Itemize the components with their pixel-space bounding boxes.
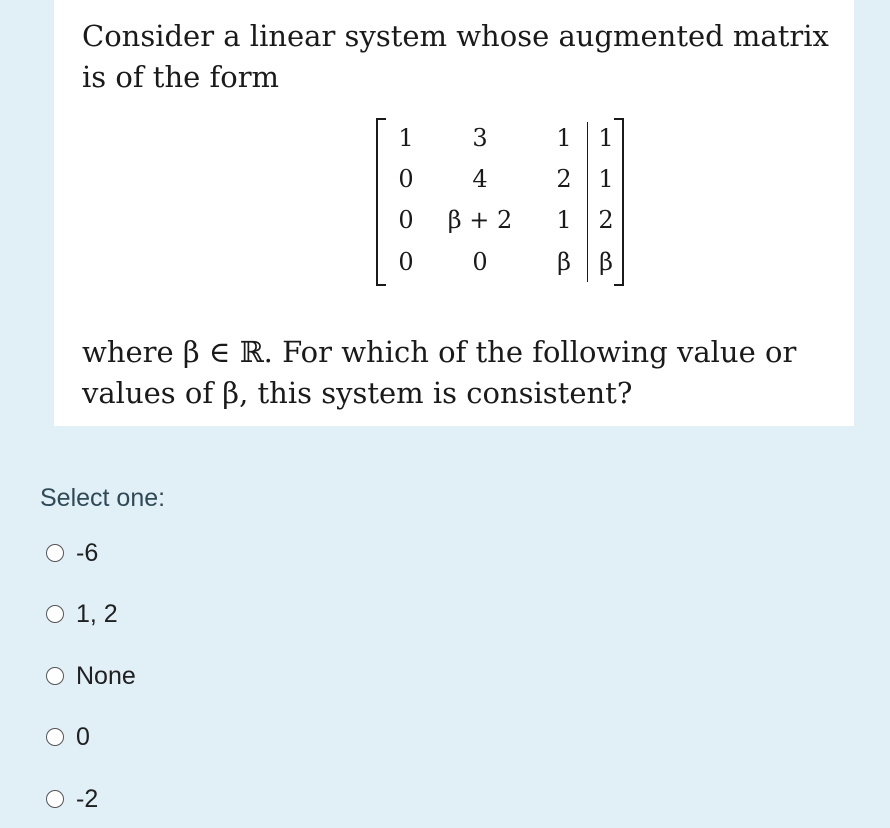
matrix-cell: 3 <box>472 124 488 152</box>
answer-option-label: -6 <box>76 538 99 567</box>
select-one-label: Select one: <box>40 484 166 512</box>
matrix-cell: 1 <box>598 165 614 193</box>
matrix-cell: β <box>599 248 613 276</box>
matrix-cell: 0 <box>398 206 414 234</box>
question-ask <box>82 332 796 414</box>
matrix-cell: 0 <box>472 248 488 276</box>
answer-option-none[interactable] <box>46 660 136 692</box>
matrix-left-bracket <box>376 118 386 286</box>
question-intro-line2: is of the form <box>82 60 280 94</box>
answer-option-0[interactable] <box>46 721 90 753</box>
radio-button[interactable] <box>46 544 64 562</box>
radio-button[interactable] <box>46 605 64 623</box>
answer-option-label: 1, 2 <box>76 599 118 628</box>
matrix-cell: 2 <box>556 165 572 193</box>
question-intro-line1: Consider a linear system whose augmented matrix <box>82 19 829 53</box>
matrix-cell: 1 <box>556 206 572 234</box>
answer-option-1-2[interactable] <box>46 598 118 630</box>
radio-button[interactable] <box>46 790 64 808</box>
radio-button[interactable] <box>46 667 64 685</box>
augmented-matrix <box>376 118 624 286</box>
answer-option-label: -2 <box>76 784 99 813</box>
question-ask-line1: where β ∈ ℝ. For which of the following value or <box>82 335 797 369</box>
matrix-cell: β + 2 <box>447 206 513 234</box>
matrix-cell: 1 <box>598 124 614 152</box>
answer-option-minus-6[interactable] <box>46 537 98 569</box>
matrix-cell: β <box>557 248 571 276</box>
matrix-right-bracket <box>614 118 624 286</box>
matrix-cell: 0 <box>398 248 414 276</box>
matrix-cell: 4 <box>472 165 488 193</box>
question-card <box>54 0 854 426</box>
question-intro <box>82 16 829 98</box>
answer-option-label: None <box>76 661 136 690</box>
matrix-cell: 2 <box>598 206 614 234</box>
answer-option-minus-2[interactable] <box>46 783 98 815</box>
matrix-cell: 0 <box>398 165 414 193</box>
matrix-cell: 1 <box>556 124 572 152</box>
answer-option-label: 0 <box>76 722 90 751</box>
question-ask-line2: values of β, this system is consistent? <box>82 376 633 410</box>
augmentation-divider <box>587 122 588 282</box>
radio-button[interactable] <box>46 728 64 746</box>
matrix-cell: 1 <box>398 124 414 152</box>
